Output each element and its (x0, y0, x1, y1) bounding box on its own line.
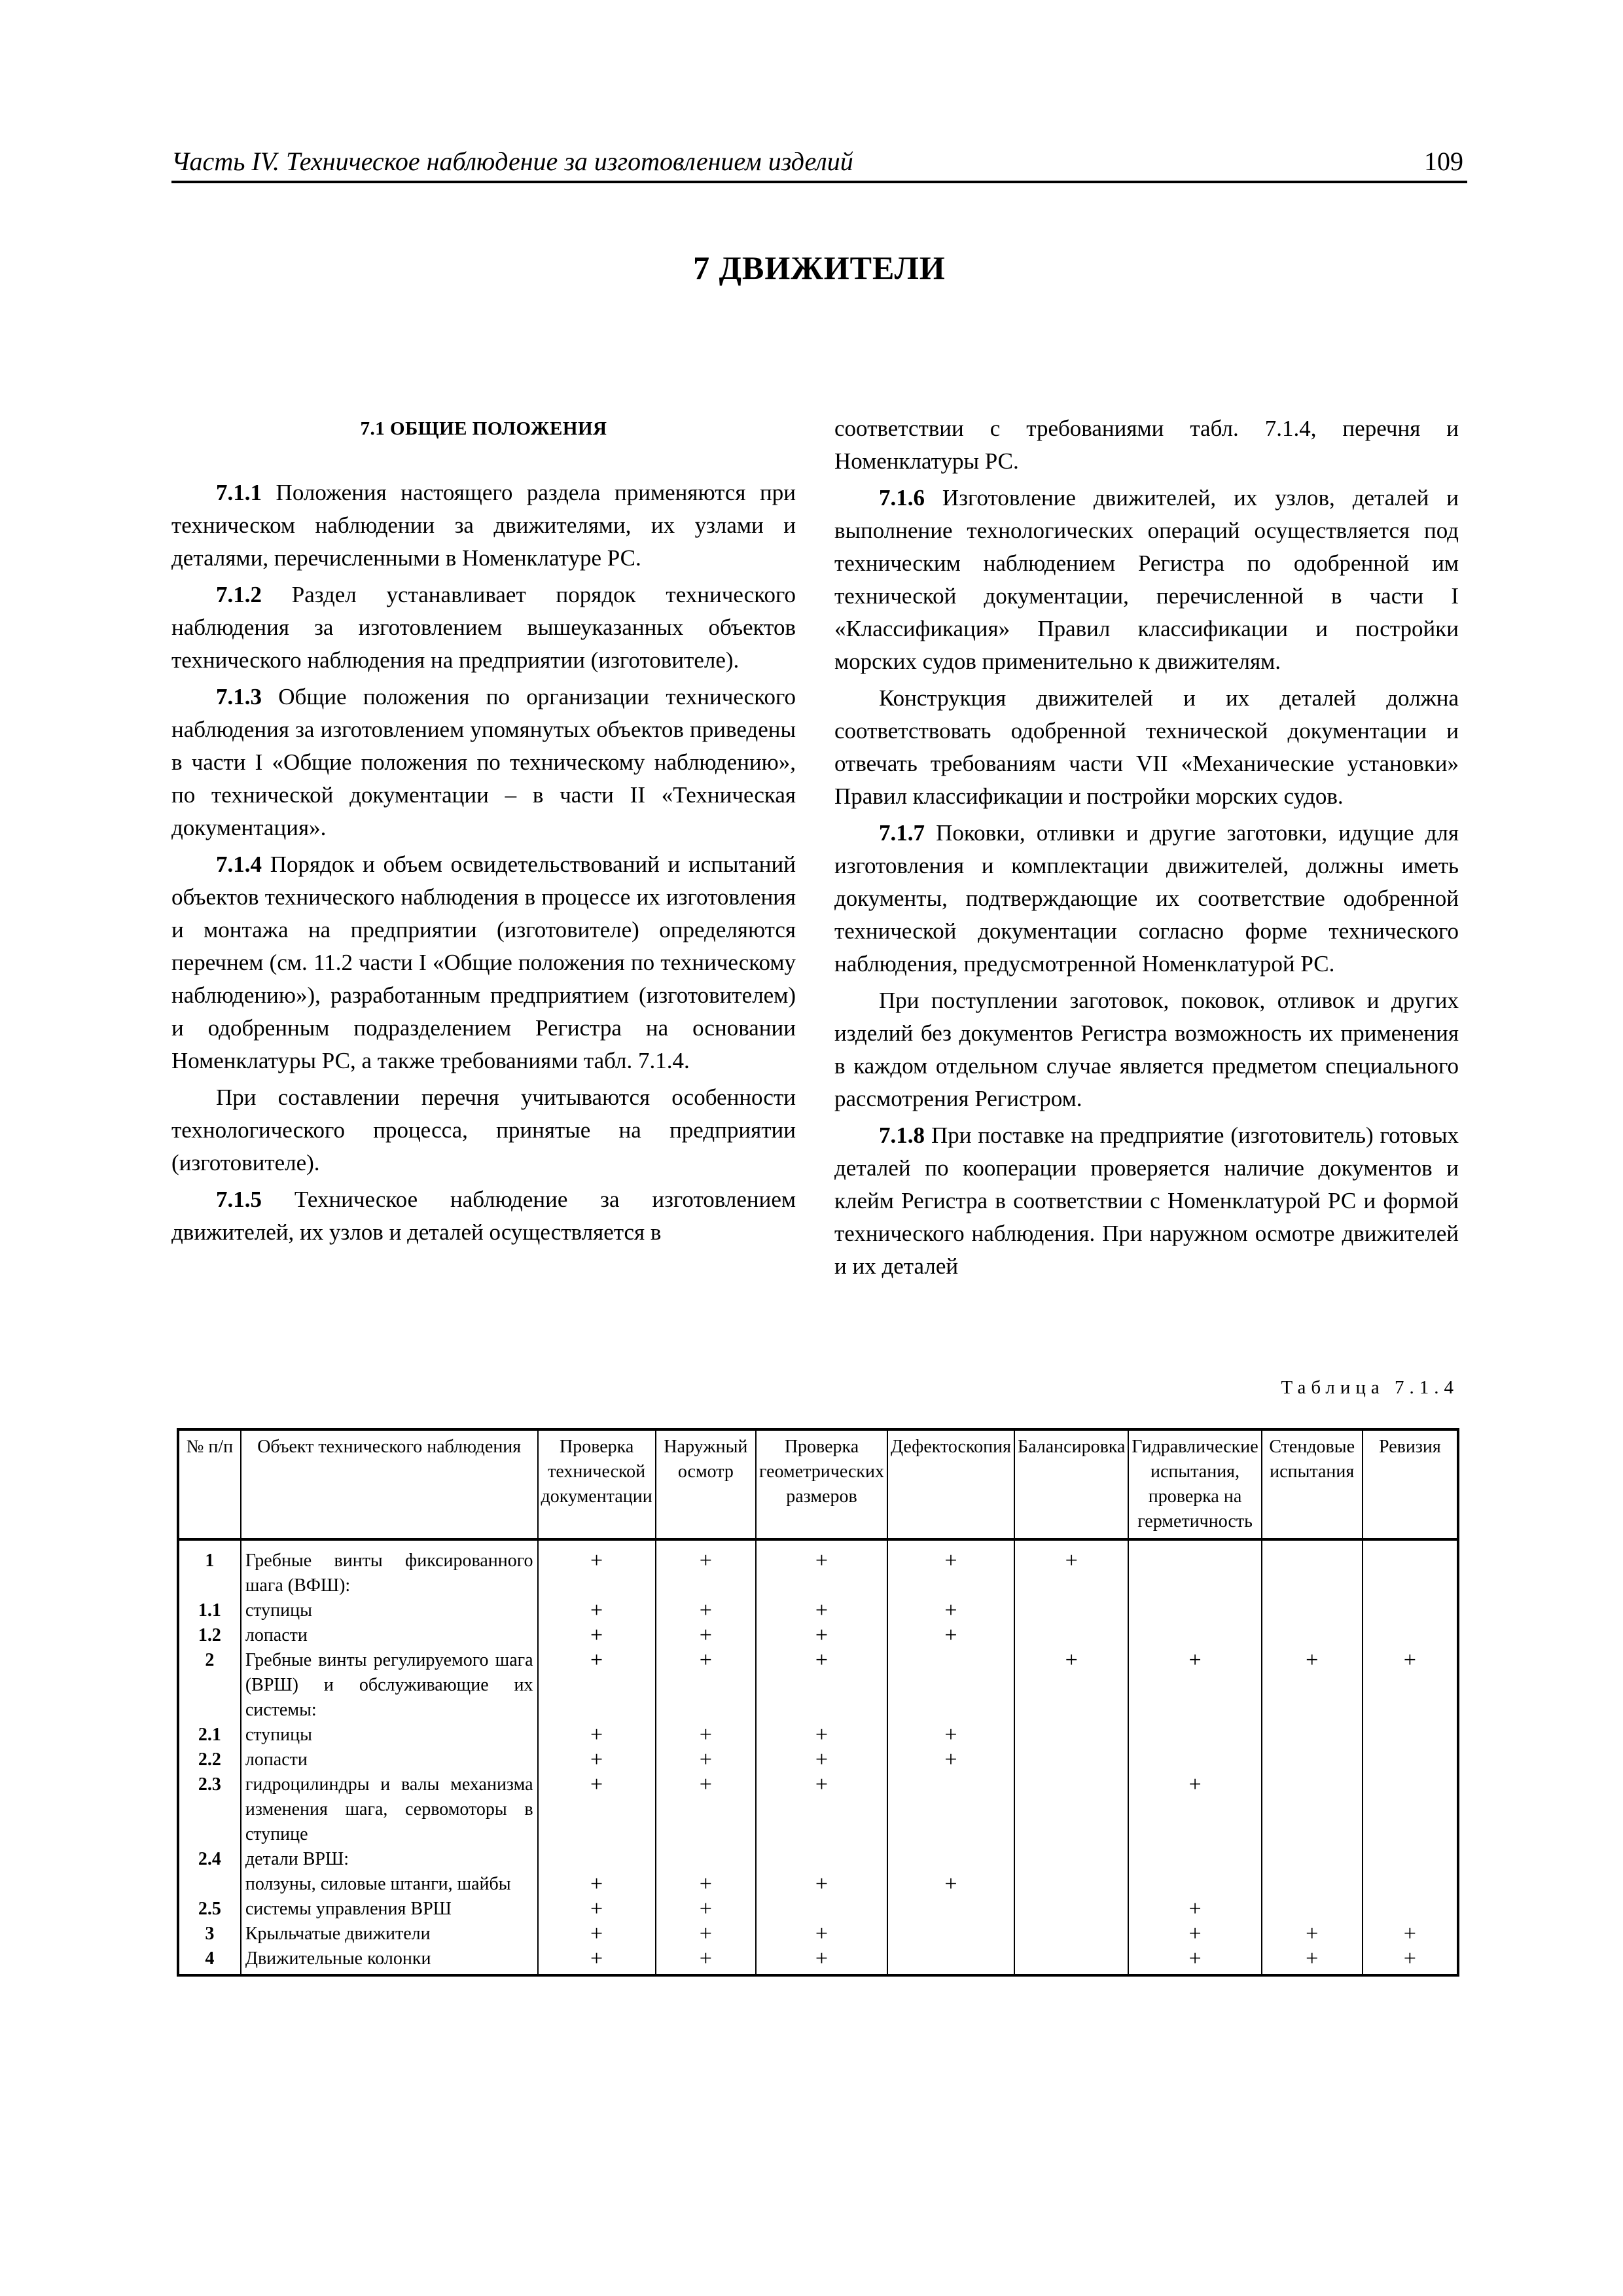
check-mark-cell: + (1128, 1897, 1261, 1922)
inspection-table (177, 1428, 1459, 1977)
table-row (178, 1723, 1458, 1748)
page-number: 109 (1424, 147, 1463, 176)
paragraph (834, 1119, 1459, 1283)
paragraph-number: 7.1.3 (216, 684, 262, 709)
check-mark-cell (1262, 1539, 1363, 1598)
table-row (178, 1623, 1458, 1648)
check-mark-cell (887, 1772, 1014, 1847)
check-mark-cell: + (756, 1772, 887, 1847)
paragraph (834, 817, 1459, 980)
paragraph-text: Конструкция движителей и их деталей должна соответствовать одобренной технической документации и отвечать требованиям части VII «Механические установки» Правил классификации и постройки морских судов. (834, 685, 1459, 809)
row-object: Крыльчатые движители (241, 1922, 538, 1946)
check-mark-cell: + (756, 1648, 887, 1723)
paragraph-text: Порядок и объем освидетельствований и испытаний объектов технического наблюдения в процессе их изготовления и монтажа на предприятии (изготовителе) определяются перечнем (см. 11.2 части I «Общие положения по техническому наблюдению»), разработанным предприятием (изготовителем) и одобренным подразделением Регистра на основании Номенклатуры РС, а также требованиями табл. 7.1.4. (171, 852, 796, 1073)
paragraph-number: 7.1.5 (216, 1187, 262, 1212)
running-title: Часть IV. Техническое наблюдение за изготовлением изделий (171, 147, 853, 176)
row-number: 2.3 (178, 1772, 241, 1847)
check-mark-cell (1014, 1598, 1128, 1623)
paragraph-text: При поставке на предприятие (изготовитель) готовых деталей по кооперации проверяется наличие документов и клейм Регистра в соответствии с Номенклатурой РС и формой технического наблюдения. При наружном осмотре движителей и их деталей (834, 1122, 1459, 1279)
check-mark-cell (1363, 1539, 1458, 1598)
check-mark-cell (1262, 1723, 1363, 1748)
column-header: Гидравлические испытания, проверка на герметичность (1128, 1429, 1261, 1539)
paragraph-text: Раздел устанавливает порядок технического наблюдения за изготовлением вышеуказанных объектов технического наблюдения на предприятии (изготовителе). (171, 582, 796, 673)
check-mark-cell (538, 1847, 656, 1872)
check-mark-cell (1363, 1872, 1458, 1897)
paragraph-text: Техническое наблюдение за изготовлением движителей, их узлов и деталей осуществляется в (171, 1187, 796, 1245)
check-mark-cell (887, 1847, 1014, 1872)
check-mark-cell: + (756, 1623, 887, 1648)
paragraph-number: 7.1.2 (216, 582, 262, 607)
right-column (834, 412, 1459, 1283)
check-mark-cell (1128, 1847, 1261, 1872)
column-header: Ревизия (1363, 1429, 1458, 1539)
check-mark-cell: + (756, 1946, 887, 1975)
check-mark-cell: + (1363, 1648, 1458, 1723)
check-mark-cell (887, 1946, 1014, 1975)
check-mark-cell (1014, 1946, 1128, 1975)
check-mark-cell (1363, 1748, 1458, 1772)
table-row (178, 1539, 1458, 1598)
table-row (178, 1772, 1458, 1847)
table-caption: Таблица 7.1.4 (1281, 1377, 1459, 1398)
check-mark-cell (1262, 1897, 1363, 1922)
paragraph-text: При поступлении заготовок, поковок, отливок и других изделий без документов Регистра возможность их применения в каждом отдельном случае является предметом специального рассмотрения Регистром. (834, 988, 1459, 1111)
check-mark-cell: + (1128, 1922, 1261, 1946)
table-row (178, 1897, 1458, 1922)
column-header: Проверка технической документации (538, 1429, 656, 1539)
table-row (178, 1946, 1458, 1975)
check-mark-cell: + (1262, 1922, 1363, 1946)
table-body (178, 1539, 1458, 1975)
check-mark-cell: + (1014, 1648, 1128, 1723)
column-header: Объект технического наблюдения (241, 1429, 538, 1539)
check-mark-cell (1014, 1623, 1128, 1648)
check-mark-cell: + (656, 1897, 756, 1922)
check-mark-cell: + (656, 1772, 756, 1847)
paragraph-text: Изготовление движителей, их узлов, деталей и выполнение технологических операций осуществляется под техническим наблюдением Регистра по одобренной им технической документации, перечисленной в части I «Классификация» Правил классификации и постройки морских судов применительно к движителям. (834, 485, 1459, 674)
check-mark-cell (1014, 1748, 1128, 1772)
paragraph-text: Положения настоящего раздела применяются при техническом наблюдении за движителями, их узлами и деталями, перечисленными в Номенклатуре РС. (171, 480, 796, 571)
check-mark-cell (756, 1847, 887, 1872)
paragraph (171, 476, 796, 575)
row-object: Гребные винты фиксированного шага (ВФШ): (241, 1539, 538, 1598)
paragraph-text: Поковки, отливки и другие заготовки, идущие для изготовления и комплектации движителей, должны иметь документы, подтверждающие их соответствие одобренной технической документации согласно форме технического наблюдения, предусмотренной Номенклатурой РС. (834, 820, 1459, 977)
paragraph (171, 579, 796, 677)
check-mark-cell (1262, 1847, 1363, 1872)
paragraph (834, 412, 1459, 478)
column-header: Стендовые испытания (1262, 1429, 1363, 1539)
check-mark-cell: + (538, 1598, 656, 1623)
table-row (178, 1872, 1458, 1897)
check-mark-cell (1014, 1772, 1128, 1847)
paragraph (171, 1183, 796, 1249)
row-number: 1.2 (178, 1623, 241, 1648)
row-number: 4 (178, 1946, 241, 1975)
check-mark-cell (1262, 1872, 1363, 1897)
check-mark-cell: + (887, 1872, 1014, 1897)
check-mark-cell (1014, 1922, 1128, 1946)
paragraph-text: Общие положения по организации технического наблюдения за изготовлением упомянутых объектов приведены в части I «Общие положения по техническому наблюдению», по технической документации – в части II «Техническая документация». (171, 684, 796, 840)
check-mark-cell: + (656, 1872, 756, 1897)
check-mark-cell: + (1262, 1946, 1363, 1975)
row-number: 1.1 (178, 1598, 241, 1623)
section-title: 7.1 ОБЩИЕ ПОЛОЖЕНИЯ (360, 418, 607, 439)
check-mark-cell: + (538, 1922, 656, 1946)
check-mark-cell (1262, 1623, 1363, 1648)
table-row (178, 1648, 1458, 1723)
row-number: 1 (178, 1539, 241, 1598)
paragraph-number: 7.1.6 (879, 485, 925, 511)
check-mark-cell: + (1014, 1539, 1128, 1598)
table-header-row (178, 1429, 1458, 1539)
paragraph (834, 682, 1459, 813)
check-mark-cell: + (656, 1648, 756, 1723)
check-mark-cell: + (538, 1946, 656, 1975)
column-header: Наружный осмотр (656, 1429, 756, 1539)
row-number: 2.4 (178, 1847, 241, 1872)
check-mark-cell (1128, 1872, 1261, 1897)
row-object: Гребные винты регулируемого шага (ВРШ) и обслуживающие их системы: (241, 1648, 538, 1723)
running-header (171, 147, 1467, 183)
column-header: Дефектоскопия (887, 1429, 1014, 1539)
paragraph (834, 482, 1459, 678)
check-mark-cell: + (756, 1872, 887, 1897)
check-mark-cell: + (887, 1723, 1014, 1748)
column-header: Балансировка (1014, 1429, 1128, 1539)
chapter-title: 7 ДВИЖИТЕЛИ (693, 249, 946, 286)
paragraph-text: соответствии с требованиями табл. 7.1.4, перечня и Номенклатуры РС. (834, 416, 1459, 474)
check-mark-cell: + (1363, 1946, 1458, 1975)
check-mark-cell (887, 1897, 1014, 1922)
table-row (178, 1922, 1458, 1946)
check-mark-cell (1128, 1598, 1261, 1623)
paragraph-number: 7.1.1 (216, 480, 262, 505)
table-row (178, 1748, 1458, 1772)
row-object: Движительные колонки (241, 1946, 538, 1975)
column-header: Проверка геометрических размеров (756, 1429, 887, 1539)
check-mark-cell: + (1128, 1946, 1261, 1975)
check-mark-cell: + (756, 1723, 887, 1748)
paragraph (834, 984, 1459, 1115)
check-mark-cell: + (887, 1539, 1014, 1598)
check-mark-cell: + (656, 1539, 756, 1598)
check-mark-cell: + (1128, 1648, 1261, 1723)
row-object: детали ВРШ: (241, 1847, 538, 1872)
check-mark-cell (1014, 1872, 1128, 1897)
check-mark-cell: + (538, 1748, 656, 1772)
paragraph (171, 1081, 796, 1179)
check-mark-cell (1128, 1539, 1261, 1598)
left-column (171, 412, 796, 1249)
check-mark-cell (1014, 1847, 1128, 1872)
row-number: 2.1 (178, 1723, 241, 1748)
check-mark-cell (1128, 1723, 1261, 1748)
check-mark-cell: + (656, 1946, 756, 1975)
check-mark-cell: + (538, 1872, 656, 1897)
check-mark-cell (1262, 1772, 1363, 1847)
check-mark-cell (1363, 1598, 1458, 1623)
check-mark-cell (1363, 1897, 1458, 1922)
check-mark-cell: + (538, 1723, 656, 1748)
paragraph-number: 7.1.8 (879, 1122, 925, 1148)
check-mark-cell: + (656, 1748, 756, 1772)
check-mark-cell (1262, 1598, 1363, 1623)
row-object: гидроцилиндры и валы механизма изменения шага, сервомоторы в ступице (241, 1772, 538, 1847)
row-number: 2.5 (178, 1897, 241, 1922)
check-mark-cell: + (756, 1598, 887, 1623)
check-mark-cell (1363, 1723, 1458, 1748)
row-object: лопасти (241, 1623, 538, 1648)
row-number: 2 (178, 1648, 241, 1723)
check-mark-cell: + (1262, 1648, 1363, 1723)
check-mark-cell (1014, 1897, 1128, 1922)
check-mark-cell: + (887, 1623, 1014, 1648)
row-number (178, 1872, 241, 1897)
row-number: 2.2 (178, 1748, 241, 1772)
check-mark-cell (1014, 1723, 1128, 1748)
check-mark-cell: + (538, 1897, 656, 1922)
check-mark-cell (1363, 1772, 1458, 1847)
paragraph-number: 7.1.4 (216, 852, 262, 877)
check-mark-cell: + (1128, 1772, 1261, 1847)
check-mark-cell: + (756, 1748, 887, 1772)
check-mark-cell (1128, 1623, 1261, 1648)
check-mark-cell: + (656, 1623, 756, 1648)
paragraph (171, 848, 796, 1077)
check-mark-cell: + (656, 1922, 756, 1946)
check-mark-cell: + (756, 1922, 887, 1946)
check-mark-cell: + (887, 1598, 1014, 1623)
check-mark-cell (656, 1847, 756, 1872)
row-object: ступицы (241, 1723, 538, 1748)
paragraph (171, 681, 796, 844)
check-mark-cell: + (756, 1539, 887, 1598)
row-object: системы управления ВРШ (241, 1897, 538, 1922)
check-mark-cell (1128, 1748, 1261, 1772)
check-mark-cell: + (1363, 1922, 1458, 1946)
check-mark-cell (1262, 1748, 1363, 1772)
table-row (178, 1847, 1458, 1872)
paragraph-text: При составлении перечня учитываются особенности технологического процесса, принятые на предприятии (изготовителе). (171, 1085, 796, 1175)
check-mark-cell: + (538, 1648, 656, 1723)
check-mark-cell: + (887, 1748, 1014, 1772)
check-mark-cell (756, 1897, 887, 1922)
column-header: № п/п (178, 1429, 241, 1539)
check-mark-cell (887, 1922, 1014, 1946)
check-mark-cell (887, 1648, 1014, 1723)
check-mark-cell: + (656, 1598, 756, 1623)
check-mark-cell: + (656, 1723, 756, 1748)
check-mark-cell: + (538, 1539, 656, 1598)
check-mark-cell (1363, 1623, 1458, 1648)
row-object: ступицы (241, 1598, 538, 1623)
check-mark-cell (1363, 1847, 1458, 1872)
row-number: 3 (178, 1922, 241, 1946)
row-object: лопасти (241, 1748, 538, 1772)
check-mark-cell: + (538, 1772, 656, 1847)
table-row (178, 1598, 1458, 1623)
row-object: ползуны, силовые штанги, шайбы (241, 1872, 538, 1897)
check-mark-cell: + (538, 1623, 656, 1648)
paragraph-number: 7.1.7 (879, 820, 925, 846)
